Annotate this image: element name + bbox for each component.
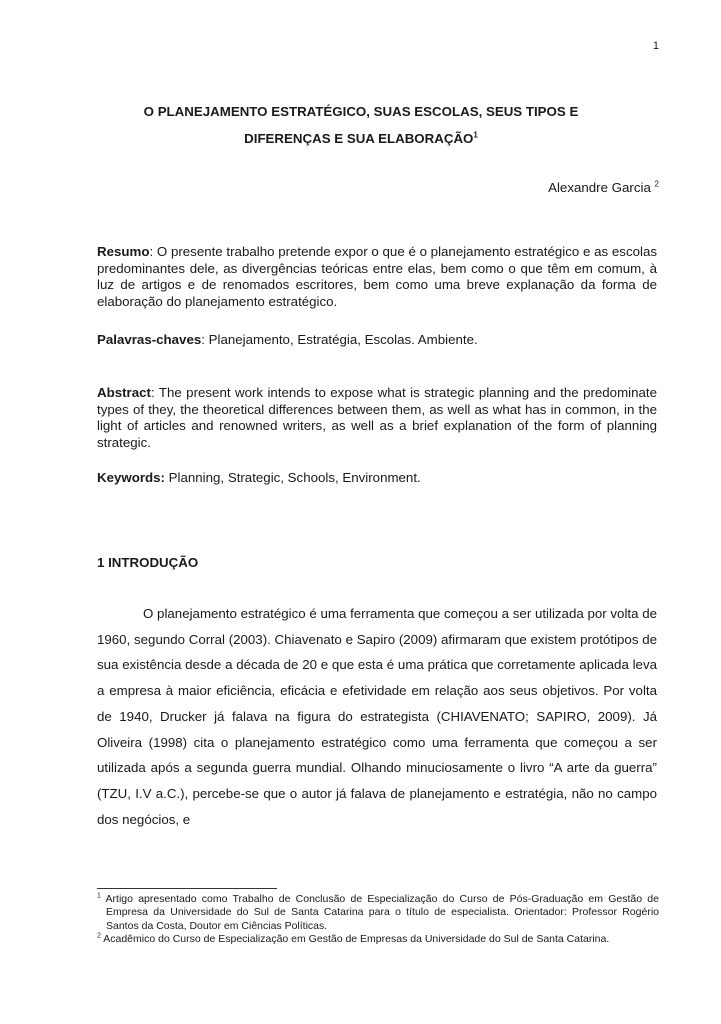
abstract-text: : The present work intends to expose what is strategic planning and the predominate types of they, the theoretical differences between them, as well as what has in common, in the light of articles and renowned writers, as well as a brief explanation of the form of planning strategic. xyxy=(97,385,657,451)
footnote-1-text: Artigo apresentado como Trabalho de Conclusão de Especialização do Curso de Pós-Graduação em Gestão de Empresa da Universidade do Sul de Santa Catarina para o título de especialista. Orientador: Professor Rogério Santos da Costa, Doutor em Ciências Políticas. xyxy=(100,893,659,932)
paper-title xyxy=(96,98,626,152)
author xyxy=(548,180,659,195)
resumo-label: Resumo xyxy=(97,244,150,259)
author-name: Alexandre Garcia xyxy=(548,180,651,195)
footnote-divider xyxy=(97,888,277,889)
keywords-paragraph xyxy=(97,470,657,487)
abstract-paragraph xyxy=(97,385,657,452)
author-footnote-ref[interactable]: 2 xyxy=(654,179,659,189)
footnote-2-mark: 2 xyxy=(97,932,101,940)
keywords-label: Keywords: xyxy=(97,470,165,485)
title-line-2: DIFERENÇAS E SUA ELABORAÇÃO xyxy=(244,131,474,146)
footnote-1-mark: 1 xyxy=(97,892,101,900)
footnote-2-text: Acadêmico do Curso de Especialização em Gestão de Empresas da Universidade do Sul de Santa Catarina. xyxy=(100,933,610,946)
keywords-text: Planning, Strategic, Schools, Environment. xyxy=(164,470,421,485)
title-footnote-ref[interactable]: 1 xyxy=(473,130,478,140)
resumo-text: : O presente trabalho pretende expor o que é o planejamento estratégico e as escolas predominantes dele, as divergências teóricas entre elas, bem como o que têm em comum, à luz de artigos e de renomados escritores, bem como uma breve explanação da forma de elaboração do planejamento estratégico. xyxy=(97,244,657,310)
title-line-1: O PLANEJAMENTO ESTRATÉGICO, SUAS ESCOLAS, SEUS TIPOS E xyxy=(143,104,579,119)
footnotes xyxy=(97,893,659,947)
resumo-paragraph xyxy=(97,244,657,311)
footnote-1 xyxy=(97,893,659,933)
abstract-label: Abstract xyxy=(97,385,151,400)
footnote-2 xyxy=(97,933,659,946)
introduction-paragraph: O planejamento estratégico é uma ferramenta que começou a ser utilizada por volta de 1960, segundo Corral (2003). Chiavenato e Sapiro (2009) afirmaram que existem protótipos de sua existência desde a década de 20 e que esta é uma prática que corretamente aplicada leva a empresa à maior eficiência, eficácia e efetividade em relação aos seus objetivos. Por volta de 1940, Drucker já falava na figura do estrategista (CHIAVENATO; SAPIRO, 2009). Já Oliveira (1998) cita o planejamento estratégico como uma ferramenta que começou a ser utilizada após a segunda guerra mundial. Olhando minuciosamente o livro “A arte da guerra” (TZU, I.V a.C.), percebe-se que o autor já falava de planejamento e estratégia, não no campo dos negócios, e xyxy=(97,606,657,827)
palavras-chaves-label: Palavras-chaves xyxy=(97,332,202,347)
palavras-chaves-paragraph xyxy=(97,332,657,349)
page-number: 1 xyxy=(652,40,659,52)
palavras-chaves-text: : Planejamento, Estratégia, Escolas. Ambiente. xyxy=(201,332,478,347)
section-heading: 1 INTRODUÇÃO xyxy=(97,555,199,570)
